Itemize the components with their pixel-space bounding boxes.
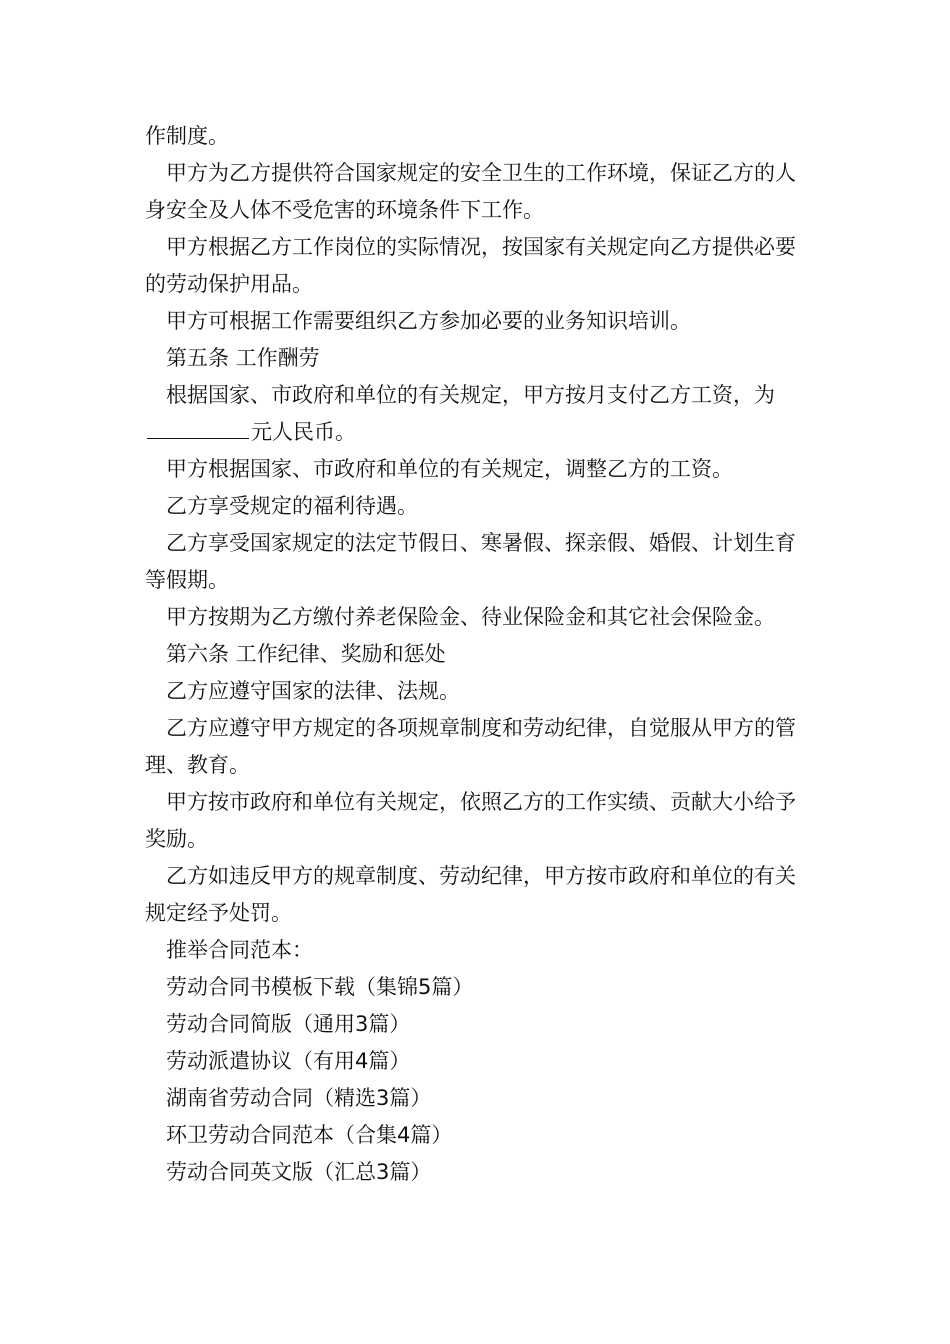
paragraph-benefits: 乙方享受规定的福利待遇。 [166, 494, 418, 518]
paragraph-work-system-end: 作制度。 [145, 124, 229, 148]
paragraph-salary-adjust: 甲方根据国家、市政府和单位的有关规定，调整乙方的工资。 [166, 457, 733, 481]
paragraph-obey-rules: 乙方应遵守甲方规定的各项规章制度和劳动纪律，自觉服从甲方的管理、教育。 [145, 716, 796, 777]
article-5-heading: 第五条 工作酬劳 [166, 346, 320, 370]
paragraph-insurance: 甲方按期为乙方缴付养老保险金、待业保险金和其它社会保险金。 [166, 605, 775, 629]
document-body [145, 118, 815, 1191]
recommend-item[interactable]: 劳动合同英文版（汇总3篇） [166, 1160, 432, 1184]
recommend-list [145, 969, 815, 1191]
recommend-heading: 推举合同范本： [166, 938, 313, 962]
recommend-item[interactable]: 环卫劳动合同范本（合集4篇） [166, 1123, 453, 1147]
paragraph-safety-environment: 甲方为乙方提供符合国家规定的安全卫生的工作环境，保证乙方的人身安全及人体不受危害的环境条件下工作。 [145, 161, 796, 222]
paragraph-salary [145, 377, 815, 451]
paragraph-holidays: 乙方享受国家规定的法定节假日、寒暑假、探亲假、婚假、计划生育等假期。 [145, 531, 796, 592]
paragraph-protective-equipment: 甲方根据乙方工作岗位的实际情况，按国家有关规定向乙方提供必要的劳动保护用品。 [145, 235, 796, 296]
recommend-item[interactable]: 劳动合同简版（通用3篇） [166, 1012, 411, 1036]
article-6-heading: 第六条 工作纪律、奖励和惩处 [166, 642, 446, 666]
paragraph-rewards: 甲方按市政府和单位有关规定，依照乙方的工作实绩、贡献大小给予奖励。 [145, 790, 796, 851]
recommend-item[interactable]: 劳动派遣协议（有用4篇） [166, 1049, 411, 1073]
paragraph-obey-law: 乙方应遵守国家的法律、法规。 [166, 679, 460, 703]
salary-amount-blank [147, 416, 249, 439]
salary-text-after: 元人民币。 [251, 420, 356, 444]
salary-text-before: 根据国家、市政府和单位的有关规定，甲方按月支付乙方工资，为 [166, 383, 775, 407]
recommend-item[interactable]: 湖南省劳动合同（精选3篇） [166, 1086, 432, 1110]
paragraph-training: 甲方可根据工作需要组织乙方参加必要的业务知识培训。 [166, 309, 691, 333]
recommend-item[interactable]: 劳动合同书模板下载（集锦5篇） [166, 975, 474, 999]
paragraph-penalties: 乙方如违反甲方的规章制度、劳动纪律，甲方按市政府和单位的有关规定经予处罚。 [145, 864, 796, 925]
